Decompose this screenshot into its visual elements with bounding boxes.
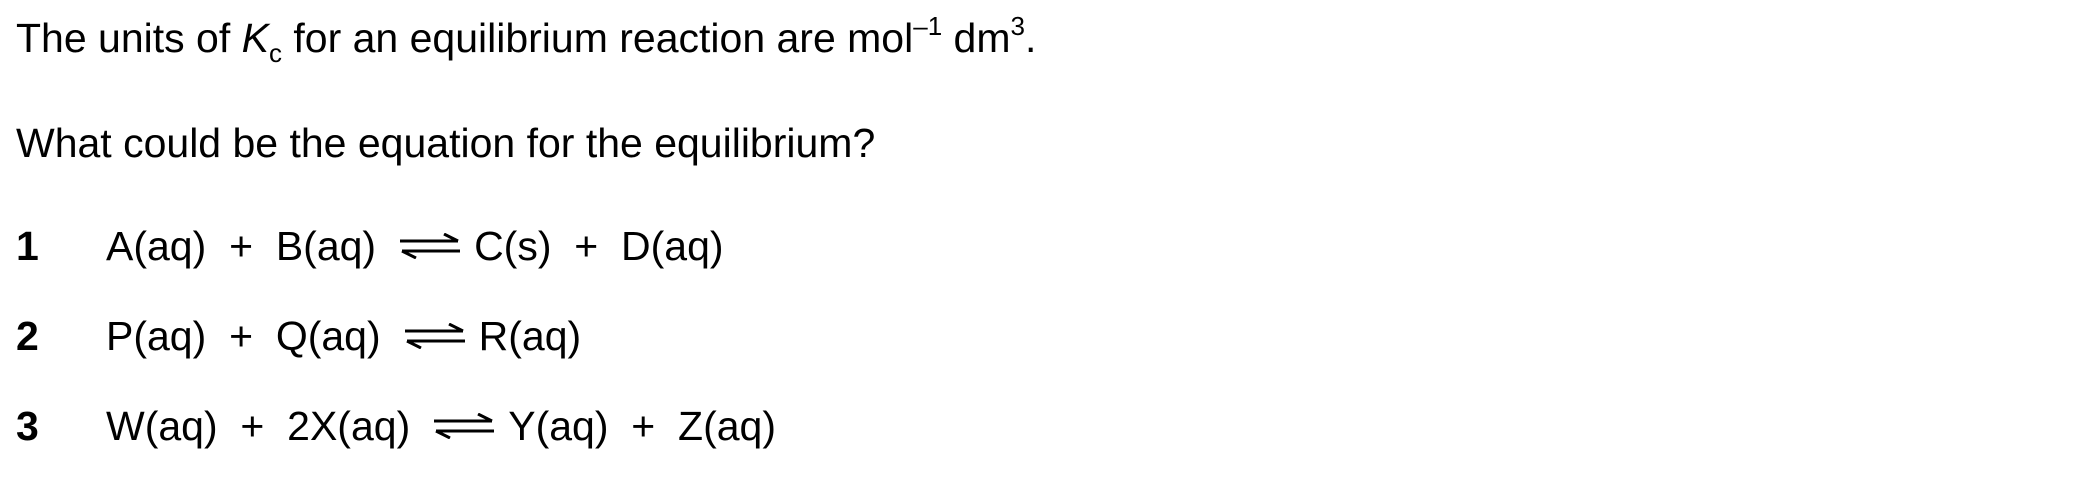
- reactant-2: Q(aq): [275, 313, 381, 359]
- k-subscript: c: [268, 38, 282, 68]
- plus-sign: +: [574, 223, 599, 269]
- option-equation: [106, 218, 724, 274]
- plus-sign: +: [229, 223, 254, 269]
- equilibrium-arrow-icon: [403, 323, 467, 349]
- dm-exponent: 3: [1010, 11, 1025, 41]
- reactant-2: 2X(aq): [287, 403, 411, 449]
- option-number: 3: [16, 403, 39, 449]
- equilibrium-arrow-icon: [432, 413, 496, 439]
- question-stem-prompt: What could be the equation for the equilibrium?: [16, 120, 876, 166]
- stem-text-before: The units of: [16, 15, 242, 61]
- option-equation: [106, 398, 776, 454]
- question-stem-units: [16, 13, 1036, 68]
- plus-sign: +: [240, 403, 265, 449]
- mol-exponent: –1: [913, 11, 943, 41]
- reactant-1: W(aq): [106, 403, 218, 449]
- plus-sign: +: [631, 403, 656, 449]
- product-2: D(aq): [621, 223, 724, 269]
- option-number: 2: [16, 313, 39, 359]
- reactant-1: A(aq): [106, 223, 207, 269]
- option-equation: [106, 308, 581, 364]
- product-2: Z(aq): [678, 403, 776, 449]
- equilibrium-arrow-icon: [398, 233, 462, 259]
- product-1: C(s): [474, 223, 552, 269]
- stem-text-middle: for an equilibrium reaction are mol: [281, 15, 914, 61]
- units-tail: dm: [942, 15, 1011, 61]
- option-number: 1: [16, 223, 39, 269]
- k-symbol: K: [241, 15, 269, 61]
- product-1: R(aq): [478, 313, 582, 359]
- stem-text-end: .: [1024, 15, 1037, 61]
- product-1: Y(aq): [508, 403, 609, 449]
- plus-sign: +: [229, 313, 254, 359]
- reactant-1: P(aq): [106, 313, 207, 359]
- reactant-2: B(aq): [275, 223, 377, 269]
